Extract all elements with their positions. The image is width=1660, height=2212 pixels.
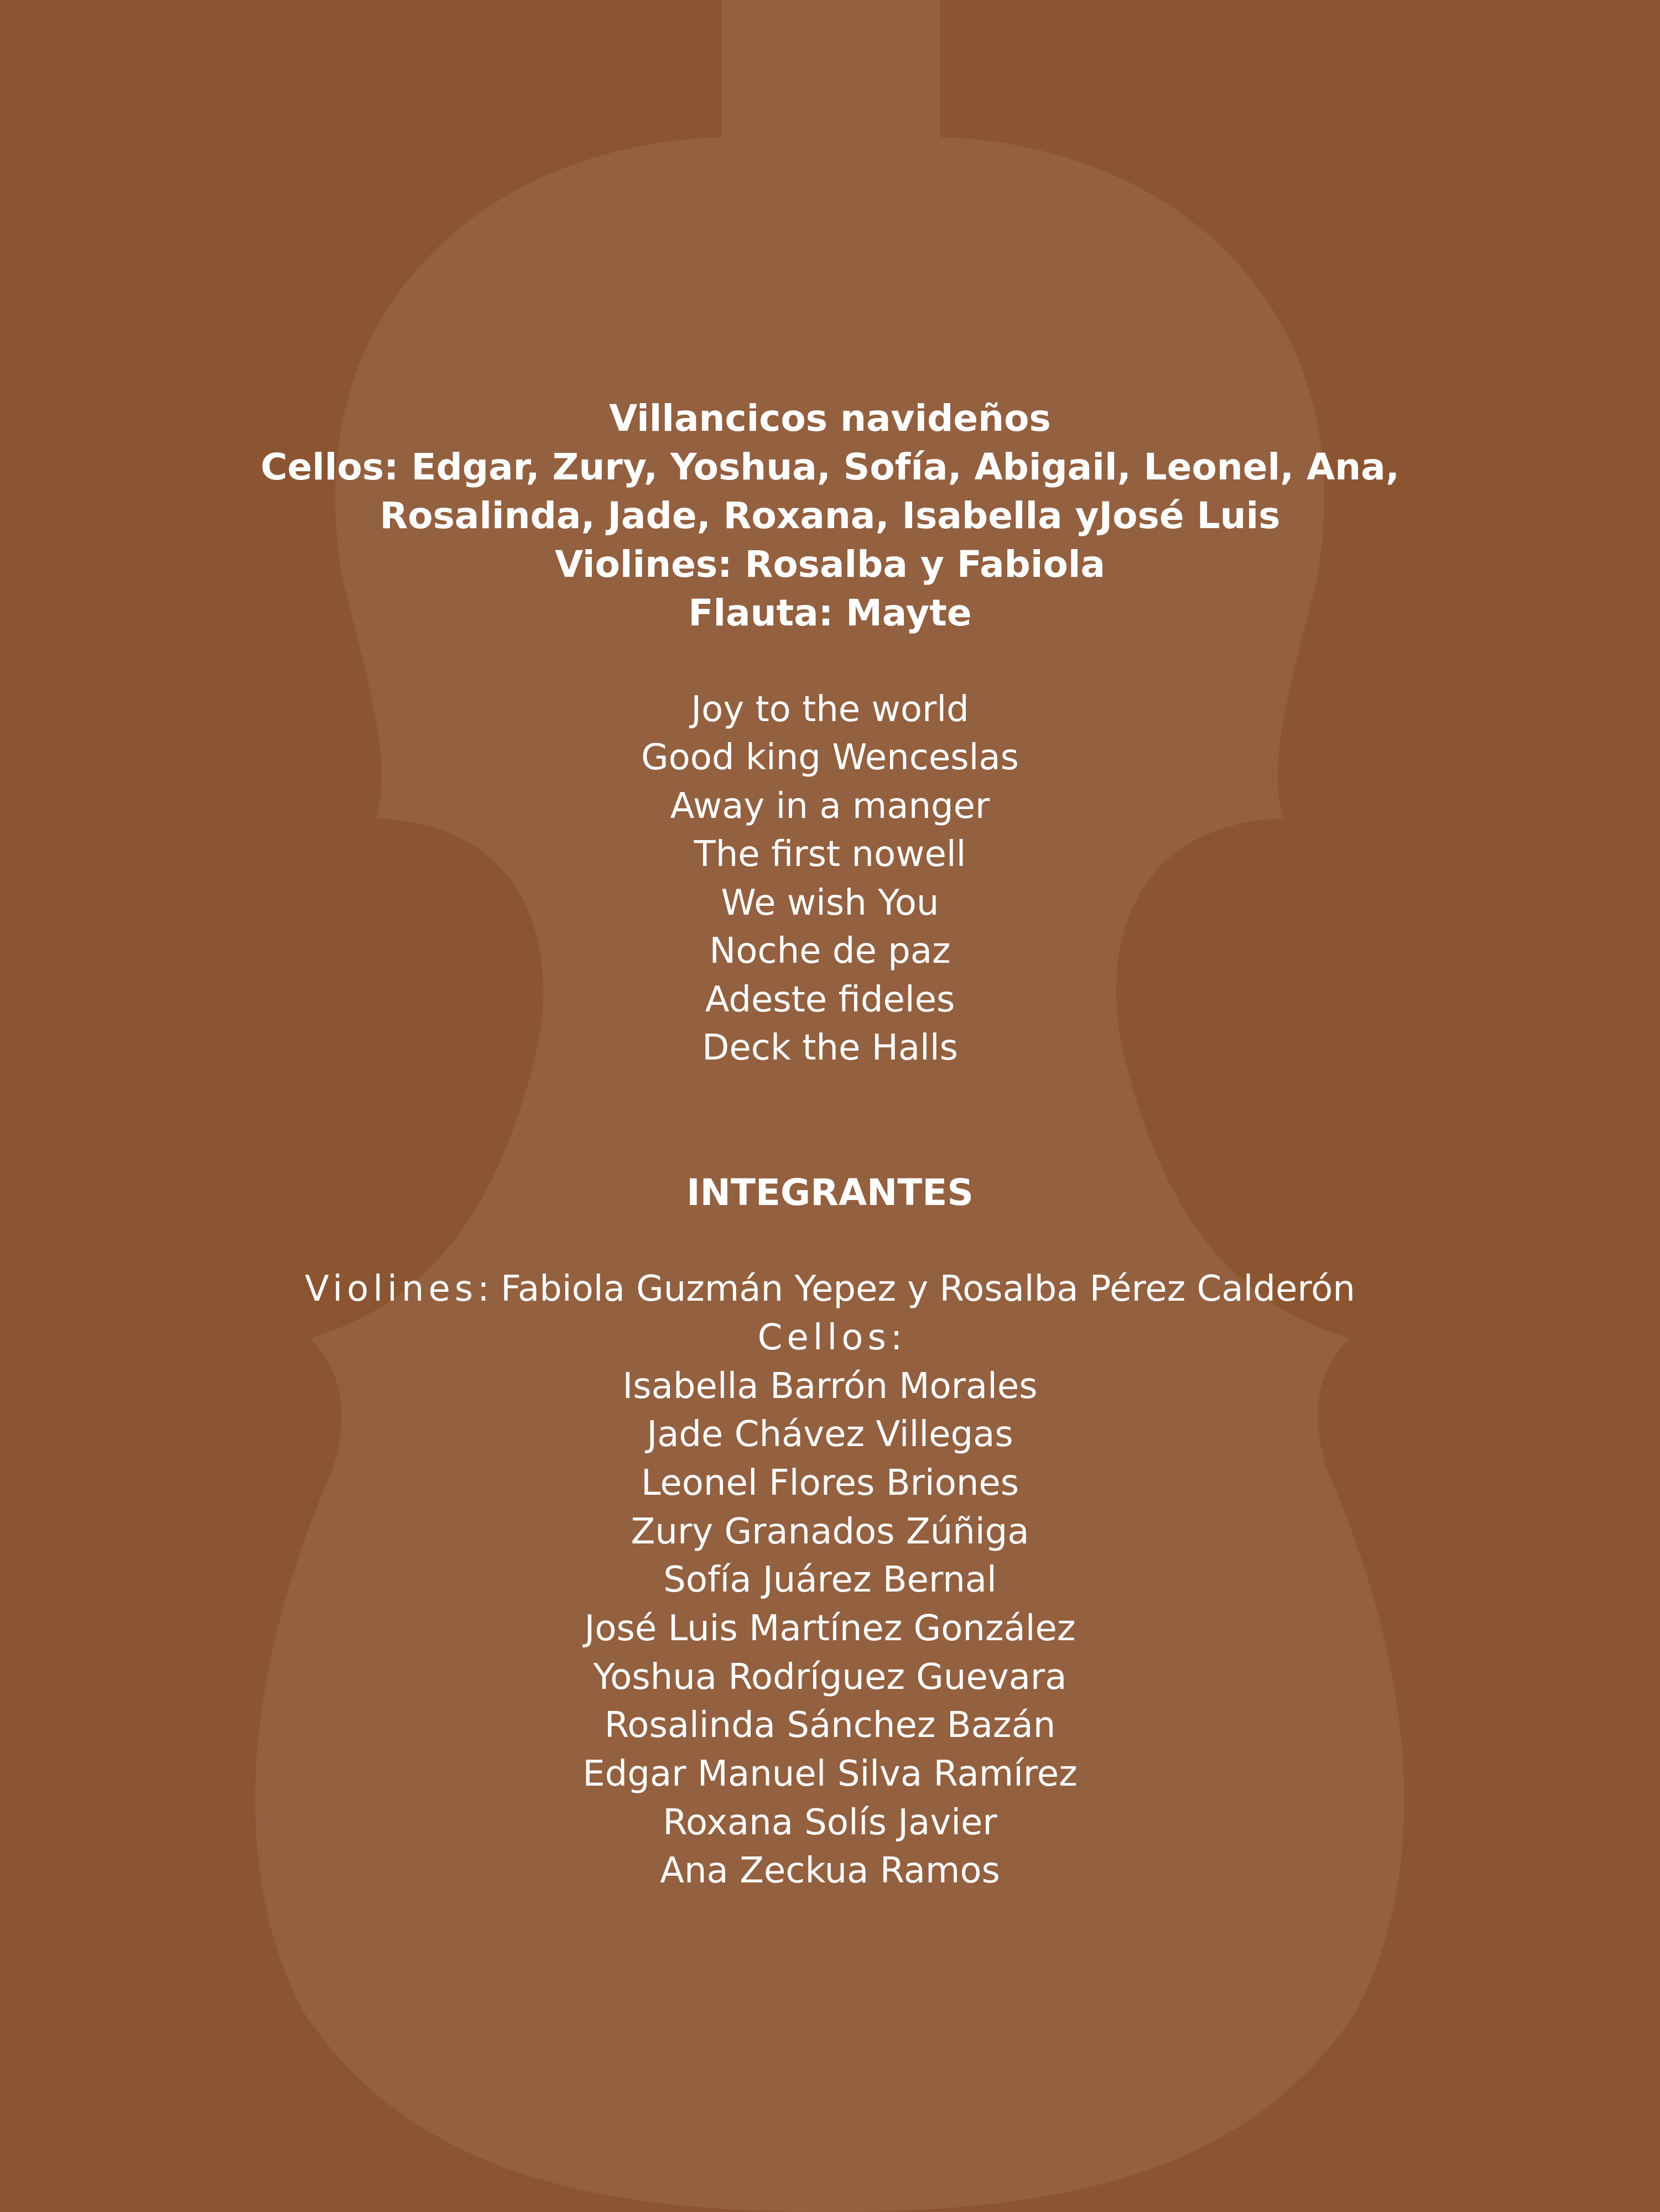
cello-member: Ana Zeckua Ramos xyxy=(660,1850,1000,1891)
song-item: Away in a manger xyxy=(670,786,990,827)
flauta-line: Flauta: Mayte xyxy=(688,592,972,634)
cello-member: Rosalinda Sánchez Bazán xyxy=(604,1705,1056,1746)
violines-names: : Fabiola Guzmán Yepez y Rosalba Pérez Calderón xyxy=(477,1269,1355,1310)
song-item: Adeste fideles xyxy=(705,979,955,1020)
song-item: Noche de paz xyxy=(709,931,951,972)
song-item: Joy to the world xyxy=(691,689,969,730)
violines-line: Violines: Rosalba y Fabiola xyxy=(554,543,1106,586)
cello-member: Roxana Solís Javier xyxy=(663,1802,997,1843)
integrantes-heading: INTEGRANTES xyxy=(686,1171,974,1214)
cellos-line-1: Cellos: Edgar, Zury, Yoshua, Sofía, Abigail, Leonel, Ana, xyxy=(261,446,1399,488)
cellos-line-2: Rosalinda, Jade, Roxana, Isabella yJosé Luis xyxy=(379,494,1281,537)
cello-member: José Luis Martínez González xyxy=(584,1608,1076,1649)
cello-member: Jade Chávez Villegas xyxy=(647,1414,1013,1455)
cello-member: Zury Granados Zúñiga xyxy=(631,1511,1029,1552)
violines-members xyxy=(0,1269,1660,1310)
cellos-label: Cellos xyxy=(757,1317,891,1358)
cello-member: Leonel Flores Briones xyxy=(641,1463,1019,1504)
cellos-colon: : xyxy=(890,1317,903,1358)
cello-member: Isabella Barrón Morales xyxy=(622,1366,1038,1407)
cello-member: Sofía Juárez Bernal xyxy=(663,1559,997,1600)
cello-member: Edgar Manuel Silva Ramírez xyxy=(582,1754,1078,1794)
song-item: Good king Wenceslas xyxy=(641,737,1019,778)
song-item: The first nowell xyxy=(694,834,966,875)
violines-label: Violines xyxy=(305,1269,478,1310)
song-item: We wish You xyxy=(721,883,939,924)
cellos-members-label xyxy=(0,1317,1660,1358)
song-item: Deck the Halls xyxy=(702,1027,958,1068)
cello-member: Yoshua Rodríguez Guevara xyxy=(593,1657,1067,1698)
program-title: Villancicos navideños xyxy=(609,397,1051,440)
